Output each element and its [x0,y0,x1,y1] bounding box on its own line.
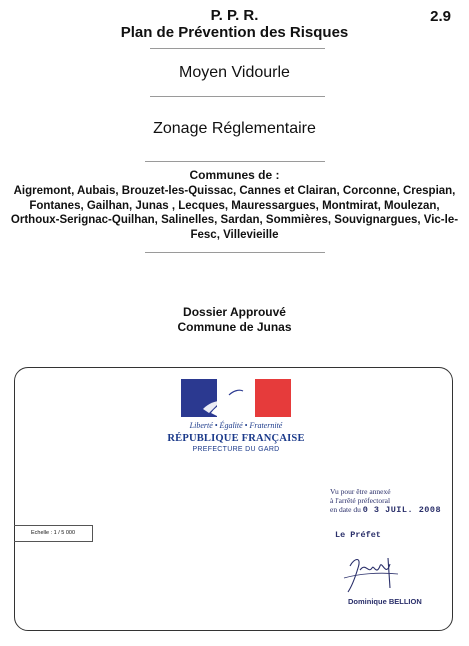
republic-motto: Liberté • Égalité • Fraternité [189,421,283,430]
dossier-info [0,305,469,335]
annex-date [330,505,440,515]
marianne-flag-logo [181,379,291,417]
communes-title: Communes de : [189,168,280,182]
divider [145,161,325,162]
dossier-status: Dossier Approuvé [183,305,286,319]
dossier-commune: Commune de Junas [177,320,292,334]
divider [145,252,325,253]
page-title: P. P. R. [210,7,259,24]
republic-name: RÉPUBLIQUE FRANÇAISE [167,433,305,444]
annex-line: Vu pour être annexé [330,487,391,496]
divider [150,96,325,97]
page-subtitle: Plan de Prévention des Risques [120,24,349,41]
communes-list: Aigremont, Aubais, Brouzet-les-Quissac, Cannes et Clairan, Corconne, Crespian, Fontanes, Gailhan, Junas , Lecques, Mauressargues, Montmirat, Moulezan, Orthoux-Serignac-Quilhan, Salinelles, Sardan, Sommières, Souvignargues, Vic-le-Fesc, Villevieille [10,185,459,241]
document-type: Zonage Réglementaire [153,120,316,137]
date-prefix: en date du [330,505,361,514]
signature [338,548,408,596]
annex-line: à l'arrêté préfectoral [330,496,391,505]
date-value: 0 3 JUIL. 2008 [362,505,442,515]
prefet-label: Le Préfet [335,530,381,540]
divider [150,48,325,49]
signatory-name: Dominique BELLION [348,597,422,606]
basin-name: Moyen Vidourle [179,64,290,81]
document-number: 2.9 [430,8,451,25]
scale-label: Echelle : 1 / 5 000 [14,525,93,542]
annex-stamp [330,487,426,505]
prefecture-name: PREFECTURE DU GARD [192,446,280,453]
